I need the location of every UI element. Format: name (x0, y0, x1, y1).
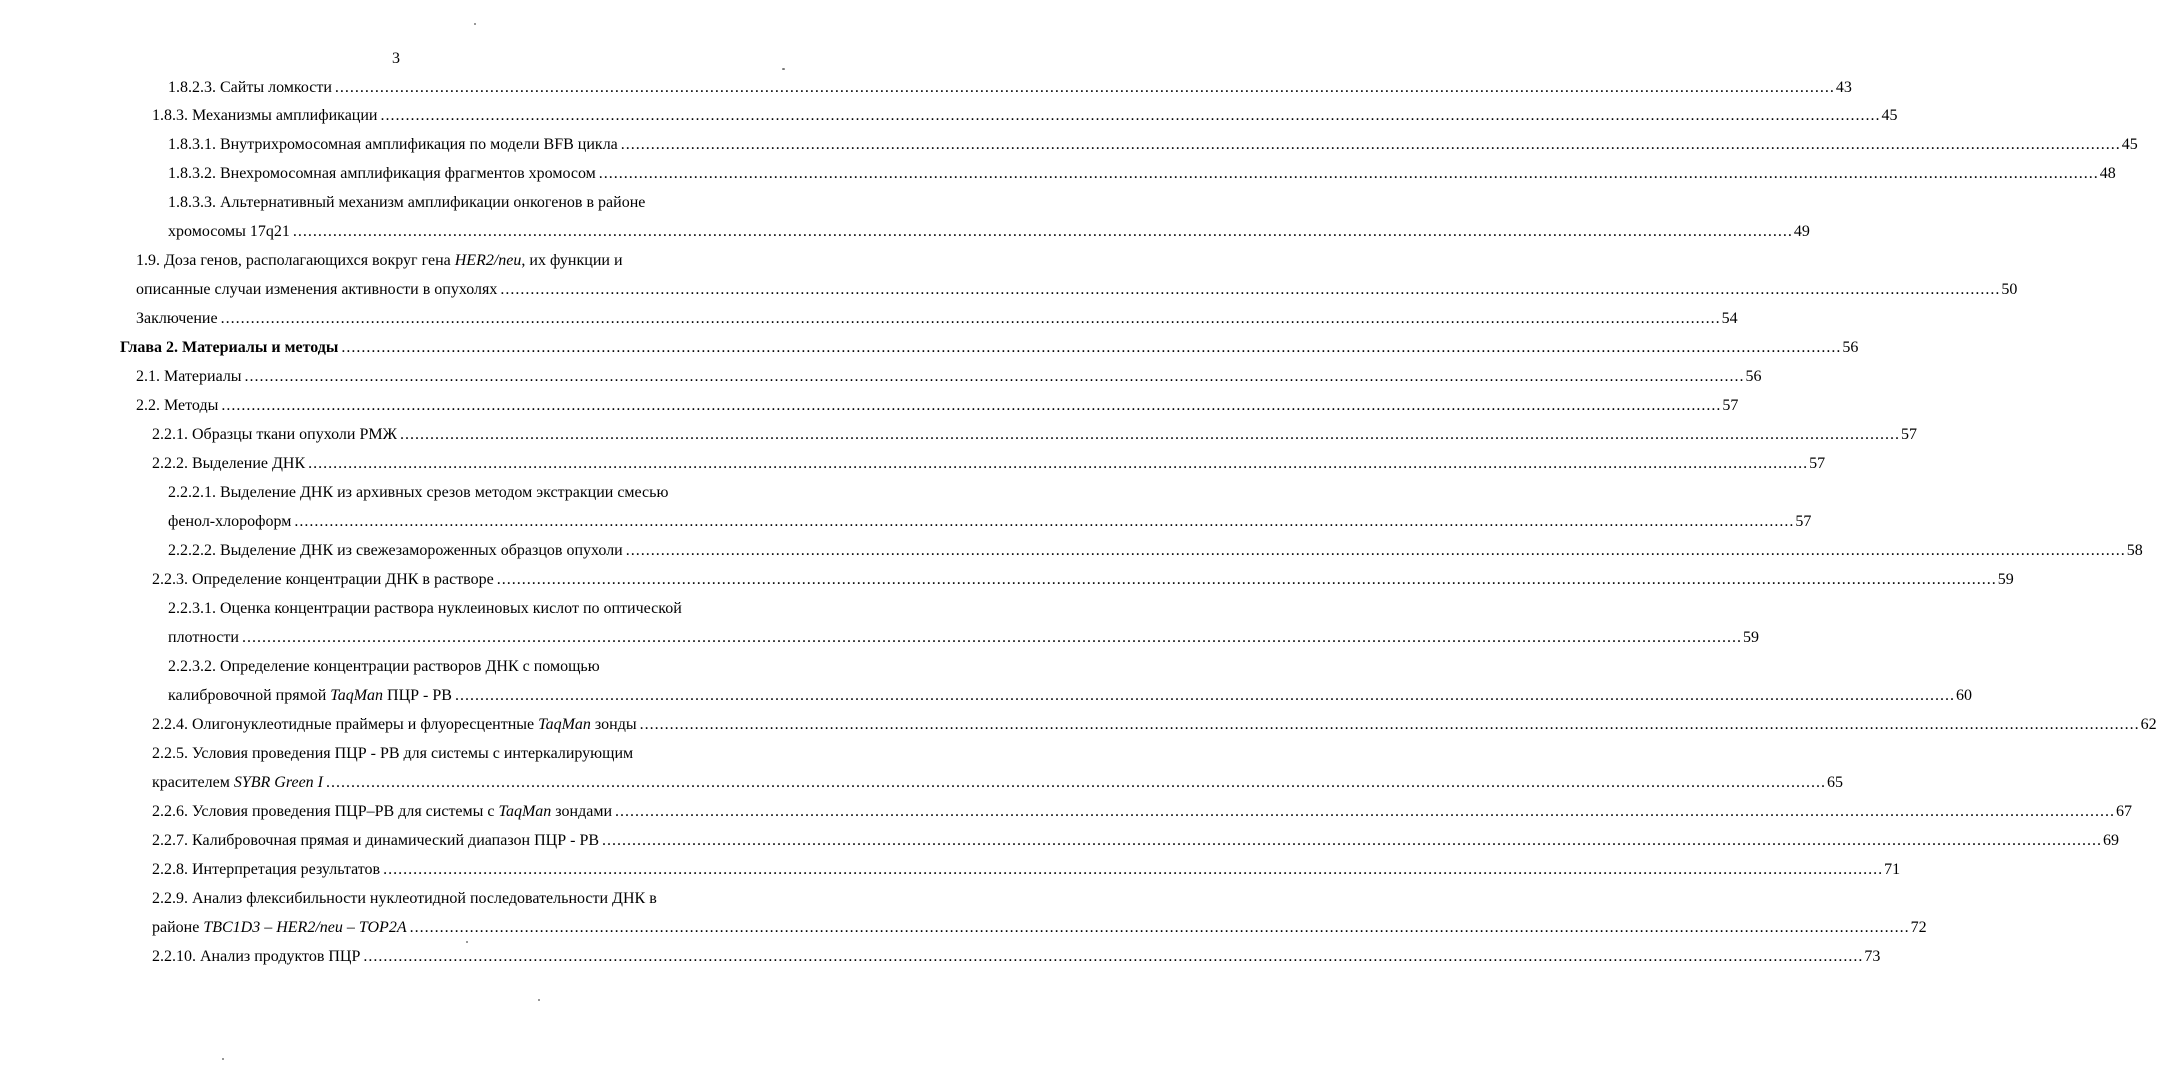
toc-chapter[interactable] (120, 335, 1859, 361)
toc-entry-page: 72 (1910, 919, 1927, 936)
toc-entry-page: 59 (1997, 571, 2014, 588)
toc-entry-title: калибровочной прямой TaqMan ПЦР - РВ (168, 687, 452, 704)
toc-entry[interactable] (168, 219, 1810, 245)
scan-speck (538, 999, 540, 1001)
toc-entry-title: красителем SYBR Green I (152, 774, 324, 791)
scan-speck (466, 941, 468, 943)
leader-dots: ............................................................................................................................................................................................................................................................................................................ (220, 310, 1721, 327)
toc-entry-title: 1.9. Доза генов, располагающихся вокруг гена HER2/neu, их функции и (136, 252, 623, 269)
toc-entry-title: плотности (168, 629, 239, 646)
leader-dots: ............................................................................................................................................................................................................................................................................................................ (496, 571, 1997, 588)
leader-dots: ............................................................................................................................................................................................................................................................................................................ (244, 368, 1745, 385)
scan-speck (222, 1058, 224, 1060)
toc-entry[interactable] (152, 828, 2120, 854)
toc-entry[interactable] (168, 538, 2143, 564)
toc-entry-title: 2.2.8. Интерпретация результатов (152, 861, 381, 878)
toc-entry-title: Заключение (136, 310, 218, 327)
leader-dots: ............................................................................................................................................................................................................................................................................................................ (383, 861, 1884, 878)
toc-entry-title: 1.8.2.3. Сайты ломкости (168, 79, 332, 96)
page-number: 3 (392, 50, 400, 67)
leader-dots: ............................................................................................................................................................................................................................................................................................................ (598, 165, 2099, 182)
toc-entry-page: 59 (1742, 629, 1759, 646)
toc-entry-title: 2.2.9. Анализ флексибильности нуклеотидной последовательности ДНК в (152, 890, 657, 907)
leader-dots: ............................................................................................................................................................................................................................................................................................................ (241, 629, 1742, 646)
toc-entry-page: 56 (1842, 339, 1859, 356)
toc-entry-page: 71 (1884, 861, 1901, 878)
toc-entry-title: 2.2.3.1. Оценка концентрации раствора нуклеиновых кислот по оптической (168, 600, 682, 617)
leader-dots: ............................................................................................................................................................................................................................................................................................................ (341, 339, 1842, 356)
toc-entry[interactable] (152, 422, 1917, 448)
toc-entry-page: 48 (2099, 165, 2116, 182)
leader-dots: ............................................................................................................................................................................................................................................................................................................ (294, 513, 1795, 530)
leader-dots: ............................................................................................................................................................................................................................................................................................................ (620, 136, 2121, 153)
toc-entry-page: 56 (1745, 368, 1762, 385)
toc-entry-page: 67 (2116, 803, 2132, 820)
leader-dots: ............................................................................................................................................................................................................................................................................................................ (380, 107, 1881, 124)
toc-entry-page: 65 (1827, 774, 1844, 791)
toc-entry[interactable] (136, 306, 1738, 332)
toc-entry-page: 62 (2140, 716, 2157, 733)
toc-entry-page: 60 (1955, 687, 1972, 704)
scan-speck (782, 68, 785, 70)
toc-entry[interactable] (152, 944, 1881, 970)
toc-entry-title: 2.2.2. Выделение ДНК (152, 455, 306, 472)
toc-entry-page: 45 (1881, 107, 1898, 124)
leader-dots: ............................................................................................................................................................................................................................................................................................................ (625, 542, 2126, 559)
toc-entry[interactable] (152, 799, 2132, 825)
toc-entry-title: 2.2. Методы (136, 397, 219, 414)
toc-entry[interactable] (152, 915, 1927, 941)
toc-entry-title: 2.2.7. Калибровочная прямая и динамический диапазон ПЦР - РВ (152, 832, 600, 849)
toc-entry[interactable] (168, 683, 1972, 709)
toc-entry-page: 69 (2103, 832, 2120, 849)
leader-dots: ............................................................................................................................................................................................................................................................................................................ (409, 919, 1910, 936)
toc-entry-title: 2.2.3. Определение концентрации ДНК в растворе (152, 571, 494, 588)
leader-dots: ............................................................................................................................................................................................................................................................................................................ (602, 832, 2103, 849)
leader-dots: ............................................................................................................................................................................................................................................................................................................ (363, 948, 1864, 965)
toc-entry[interactable] (168, 161, 2116, 187)
toc-entry-title: 1.8.3. Механизмы амплификации (152, 107, 378, 124)
toc-entry[interactable] (152, 451, 1826, 477)
toc-entry-title: 1.8.3.2. Внехромосомная амплификация фрагментов хромосом (168, 165, 596, 182)
leader-dots: ............................................................................................................................................................................................................................................................................................................ (334, 79, 1835, 96)
toc-entry-title: районе TBC1D3 – HER2/neu – TOP2A (152, 919, 407, 936)
toc-entry-page: 58 (2126, 542, 2143, 559)
toc-entry-page: 57 (1795, 513, 1812, 530)
toc-entry[interactable] (152, 712, 2157, 738)
leader-dots: ............................................................................................................................................................................................................................................................................................................ (326, 774, 1827, 791)
toc-entry-page: 57 (1900, 426, 1917, 443)
toc-entry[interactable] (136, 364, 1762, 390)
toc-entry-title: 2.2.2.2. Выделение ДНК из свежезамороженных образцов опухоли (168, 542, 623, 559)
leader-dots: ............................................................................................................................................................................................................................................................................................................ (292, 223, 1793, 240)
leader-dots: ............................................................................................................................................................................................................................................................................................................ (308, 455, 1809, 472)
toc-entry-page: 50 (2001, 281, 2018, 298)
toc-entry-first-line[interactable] (168, 480, 668, 506)
toc-entry[interactable] (168, 509, 1812, 535)
toc-entry-title: 2.2.3.2. Определение концентрации растворов ДНК с помощью (168, 658, 600, 675)
toc-entry-title: 2.2.2.1. Выделение ДНК из архивных срезов методом экстракции смесью (168, 484, 669, 501)
leader-dots: ............................................................................................................................................................................................................................................................................................................ (454, 687, 1955, 704)
toc-entry[interactable] (136, 393, 1739, 419)
toc-entry-page: 57 (1809, 455, 1826, 472)
toc-entry[interactable] (152, 567, 2014, 593)
toc-entry[interactable] (168, 132, 2138, 158)
toc-entry-page: 45 (2121, 136, 2138, 153)
toc-entry[interactable] (152, 103, 1898, 129)
toc-entry-page: 57 (1722, 397, 1739, 414)
toc-entry-first-line[interactable] (168, 596, 682, 622)
toc-entry-title: 2.2.10. Анализ продуктов ПЦР (152, 948, 361, 965)
toc-entry-first-line[interactable] (152, 741, 633, 767)
toc-entry-title: 2.1. Материалы (136, 368, 242, 385)
toc-chapter-title: Глава 2. Материалы и методы (120, 339, 339, 356)
toc-entry-title: фенол-хлороформ (168, 513, 292, 530)
toc-entry-title: 2.2.1. Образцы ткани опухоли РМЖ (152, 426, 397, 443)
toc-entry-title: описанные случаи изменения активности в опухолях (136, 281, 498, 298)
toc-entry[interactable] (136, 277, 2018, 303)
leader-dots: ............................................................................................................................................................................................................................................................................................................ (221, 397, 1722, 414)
toc-entry-page: 54 (1721, 310, 1738, 327)
toc-entry-title: 2.2.6. Условия проведения ПЦР–РВ для системы с TaqMan зондами (152, 803, 612, 820)
leader-dots: ............................................................................................................................................................................................................................................................................................................ (500, 281, 2001, 298)
toc-entry[interactable] (152, 770, 1844, 796)
toc-entry-page: 73 (1864, 948, 1881, 965)
toc-entry-first-line[interactable] (136, 248, 623, 274)
leader-dots: ............................................................................................................................................................................................................................................................................................................ (615, 803, 2115, 820)
toc-entry[interactable] (168, 75, 1852, 101)
toc-entry[interactable] (168, 625, 1759, 651)
toc-entry-page: 49 (1793, 223, 1810, 240)
leader-dots: ............................................................................................................................................................................................................................................................................................................ (639, 716, 2140, 733)
toc-entry-title: 1.8.3.1. Внутрихромосомная амплификация по модели BFB цикла (168, 136, 618, 153)
toc-entry-title: хромосомы 17q21 (168, 223, 290, 240)
toc-entry-first-line[interactable] (152, 886, 657, 912)
toc-entry[interactable] (152, 857, 1901, 883)
toc-entry-first-line[interactable] (168, 654, 600, 680)
toc-entry-page: 43 (1835, 79, 1852, 96)
toc-entry-title: 1.8.3.3. Альтернативный механизм амплификации онкогенов в районе (168, 194, 646, 211)
toc-entry-title: 2.2.5. Условия проведения ПЦР - РВ для системы с интеркалирующим (152, 745, 634, 762)
scan-speck (474, 23, 476, 25)
toc-entry-first-line[interactable] (168, 190, 645, 216)
leader-dots: ............................................................................................................................................................................................................................................................................................................ (399, 426, 1900, 443)
toc-entry-title: 2.2.4. Олигонуклеотидные праймеры и флуоресцентные TaqMan зонды (152, 716, 637, 733)
